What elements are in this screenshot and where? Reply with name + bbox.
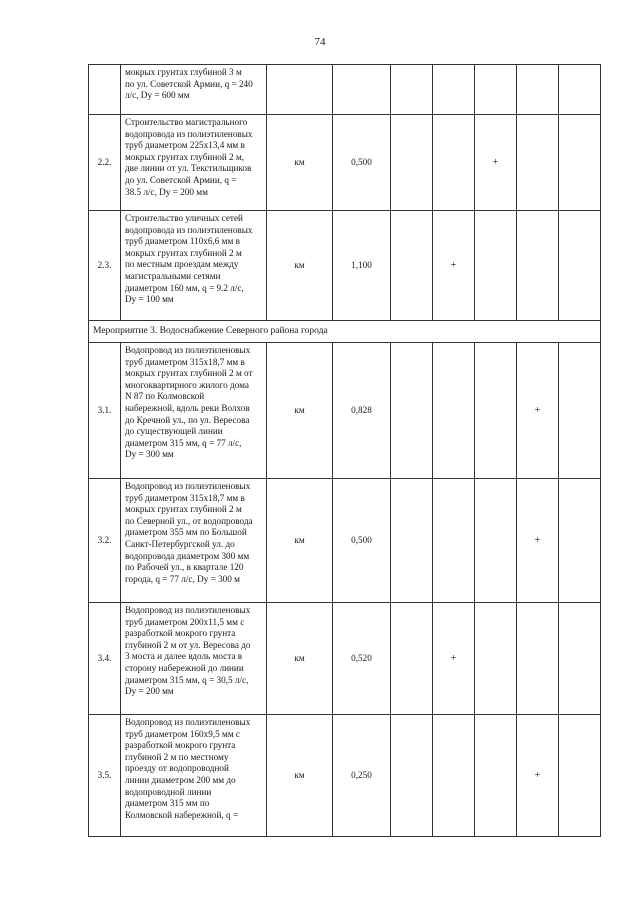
item-number: 3.5.	[89, 715, 121, 837]
description-line: до существующей линии	[125, 426, 223, 437]
description-line: набережной, вдоль реки Волхов	[125, 402, 250, 413]
table-row	[89, 479, 601, 603]
period-mark	[517, 115, 559, 211]
description-line: по ул. Советской Армии, q = 240	[125, 78, 253, 89]
table-body	[89, 65, 601, 837]
period-mark	[475, 343, 517, 479]
period-mark: +	[517, 715, 559, 837]
period-mark	[475, 479, 517, 603]
description-line: Строительство уличных сетей	[125, 213, 243, 223]
description-line: труб диаметром 110х6,6 мм в	[125, 236, 240, 247]
period-mark	[391, 65, 433, 115]
period-mark: +	[517, 479, 559, 603]
description-line: по Рабочей ул., в квартале 120	[125, 562, 244, 573]
description-line: Dy = 100 мм	[125, 294, 174, 305]
period-mark	[559, 211, 601, 321]
period-mark	[517, 211, 559, 321]
table-row	[89, 715, 601, 837]
period-mark	[391, 343, 433, 479]
period-mark	[517, 603, 559, 715]
description-line: водопровода из полиэтиленовых	[125, 224, 253, 235]
description-line: 38.5 л/с, Dy = 200 мм	[125, 186, 208, 197]
item-number	[89, 65, 121, 115]
period-mark	[391, 715, 433, 837]
description-line: по местным проездам между	[125, 259, 239, 270]
description-line: диаметром 160 мм, q = 9.2 л/с,	[125, 282, 244, 293]
period-mark	[475, 715, 517, 837]
description-line: города, q = 77 л/с, Dy = 300 м	[125, 573, 240, 584]
item-number: 3.1.	[89, 343, 121, 479]
item-unit: км	[267, 603, 333, 715]
period-mark: +	[433, 603, 475, 715]
period-mark	[391, 115, 433, 211]
period-mark	[391, 479, 433, 603]
table-row	[89, 603, 601, 715]
description-line: магистральными сетями	[125, 270, 221, 281]
period-mark	[475, 211, 517, 321]
period-mark: +	[517, 343, 559, 479]
description-line: мокрых грунтах глубиной 2 м	[125, 247, 242, 258]
description-line: Водопровод из полиэтиленовых	[125, 605, 251, 615]
description-line: Водопровод из полиэтиленовых	[125, 481, 251, 491]
item-volume: 1,100	[333, 211, 391, 321]
description-line: Водопровод из полиэтиленовых	[125, 345, 251, 355]
description-line: Водопровод из полиэтиленовых	[125, 717, 251, 727]
period-mark	[433, 115, 475, 211]
description-line: разработкой мокрого грунта	[125, 740, 236, 751]
description-line: по Северной ул., от водопровода	[125, 515, 253, 526]
description-line: Строительство магистрального	[125, 117, 248, 127]
period-mark	[559, 479, 601, 603]
item-unit: км	[267, 115, 333, 211]
item-description	[121, 65, 267, 115]
period-mark: +	[433, 211, 475, 321]
period-mark	[433, 65, 475, 115]
description-line: Dy = 200 мм	[125, 686, 174, 697]
period-mark	[559, 343, 601, 479]
item-volume: 0,520	[333, 603, 391, 715]
description-line: глубиной 2 м по местному	[125, 751, 229, 762]
description-line: водопровода из полиэтиленовых	[125, 128, 253, 139]
period-mark	[433, 479, 475, 603]
measures-table	[88, 64, 601, 837]
description-line: труб диаметром 315х18,7 мм в	[125, 492, 245, 503]
period-mark	[559, 65, 601, 115]
period-mark	[433, 343, 475, 479]
description-line: Колмовской набережной, q =	[125, 809, 239, 820]
period-mark	[517, 65, 559, 115]
section-title: Мероприятие 3. Водоснабжение Северного района города	[89, 321, 601, 343]
item-volume: 0,828	[333, 343, 391, 479]
description-line: диаметром 355 мм по Большой	[125, 527, 247, 538]
item-unit: км	[267, 343, 333, 479]
description-line: труб диаметром 200х11,5 мм с	[125, 616, 245, 627]
period-mark	[559, 715, 601, 837]
table-row	[89, 343, 601, 479]
description-line: разработкой мокрого грунта	[125, 628, 236, 639]
item-number: 2.3.	[89, 211, 121, 321]
description-line: до ул. Советской Армии, q =	[125, 174, 237, 185]
item-description	[121, 211, 267, 321]
item-description	[121, 715, 267, 837]
item-volume: 0,500	[333, 115, 391, 211]
description-line: диаметром 315 мм, q = 30,5 л/с,	[125, 674, 249, 685]
item-description	[121, 115, 267, 211]
description-line: водопроводной линии	[125, 786, 212, 797]
item-number: 2.2.	[89, 115, 121, 211]
description-line: труб диаметром 315х18,7 мм в	[125, 356, 245, 367]
description-line: Санкт-Петербургской ул. до	[125, 538, 235, 549]
item-description	[121, 343, 267, 479]
section-row	[89, 321, 601, 343]
table-row	[89, 115, 601, 211]
description-line: мокрых грунтах глубиной 3 м	[125, 67, 242, 77]
period-mark	[433, 715, 475, 837]
period-mark	[475, 603, 517, 715]
description-line: две линии от ул. Текстильщиков	[125, 163, 252, 174]
description-line: до Кречной ул., по ул. Вересова	[125, 414, 250, 425]
description-line: глубиной 2 м от ул. Вересова до	[125, 639, 251, 650]
description-line: линии диаметром 200 мм до	[125, 774, 236, 785]
description-line: диаметром 315 мм, q = 77 л/с,	[125, 437, 242, 448]
period-mark	[559, 115, 601, 211]
description-line: диаметром 315 мм по	[125, 798, 210, 809]
item-description	[121, 603, 267, 715]
description-line: N 87 по Колмовской	[125, 391, 205, 402]
item-volume: 0,500	[333, 479, 391, 603]
period-mark	[391, 211, 433, 321]
item-description	[121, 479, 267, 603]
item-number: 3.2.	[89, 479, 121, 603]
item-volume	[333, 65, 391, 115]
page-number: 74	[314, 36, 326, 48]
item-unit: км	[267, 211, 333, 321]
table-row	[89, 65, 601, 115]
period-mark	[475, 65, 517, 115]
description-line: многоквартирного жилого дома	[125, 379, 249, 390]
description-line: 3 моста и далее вдоль моста в	[125, 651, 243, 662]
description-line: труб диаметром 160х9,5 мм с	[125, 728, 241, 739]
description-line: труб диаметром 225х13,4 мм в	[125, 140, 245, 151]
item-unit: км	[267, 479, 333, 603]
period-mark	[559, 603, 601, 715]
description-line: мокрых грунтах глубиной 2 м от	[125, 368, 253, 379]
description-line: мокрых грунтах глубиной 2 м,	[125, 151, 245, 162]
item-volume: 0,250	[333, 715, 391, 837]
description-line: сторону набережной до линии	[125, 662, 244, 673]
table-row	[89, 211, 601, 321]
description-line: водопровода диаметром 300 мм	[125, 550, 250, 561]
period-mark: +	[475, 115, 517, 211]
item-unit	[267, 65, 333, 115]
description-line: л/с, Dy = 600 мм	[125, 90, 190, 101]
description-line: проезду от водопроводной	[125, 763, 229, 774]
period-mark	[391, 603, 433, 715]
description-line: мокрых грунтах глубиной 2 м	[125, 504, 242, 515]
description-line: Dy = 300 мм	[125, 449, 174, 460]
item-unit: км	[267, 715, 333, 837]
item-number: 3.4.	[89, 603, 121, 715]
